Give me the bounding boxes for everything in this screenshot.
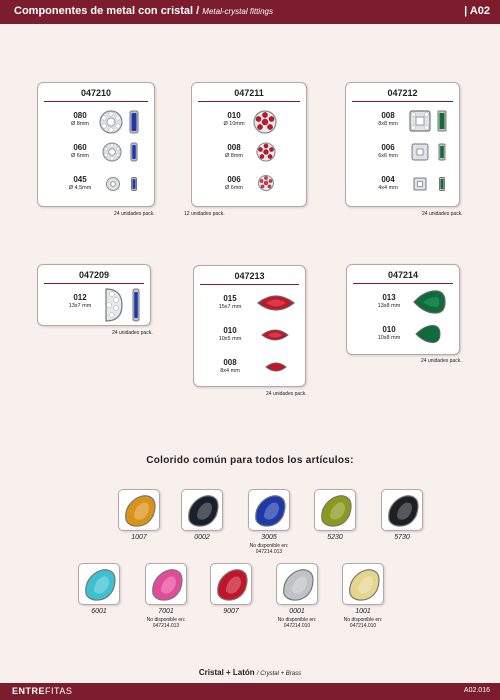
half-moon-spacer-icon bbox=[102, 287, 124, 323]
availability-note: No disponible en: 047214.010 bbox=[277, 617, 317, 629]
square-rondelle-icon bbox=[412, 176, 428, 192]
size-dimension: Ø 4,5mm bbox=[68, 185, 92, 191]
color-swatch-5230 bbox=[314, 489, 356, 531]
material-label-en: / Crystal + Brass bbox=[256, 671, 302, 677]
brand-logo: ENTREFITAS bbox=[12, 686, 73, 696]
color-code: 5230 bbox=[327, 534, 343, 541]
navette-stone-icon bbox=[256, 291, 296, 315]
square-rondelle-side-icon bbox=[436, 109, 448, 133]
color-code: 0001 bbox=[289, 608, 305, 615]
product-row bbox=[38, 139, 154, 169]
divider bbox=[352, 101, 453, 102]
product-reference: 047209 bbox=[78, 270, 110, 280]
navette-stone-icon bbox=[260, 326, 290, 344]
product-reference: 047211 bbox=[234, 88, 264, 98]
size-code: 010 bbox=[227, 111, 241, 120]
size-code: 010 bbox=[382, 325, 396, 334]
pear-stone-icon bbox=[315, 490, 357, 532]
rondelle-front-icon bbox=[101, 141, 123, 163]
pear-stone-icon bbox=[79, 564, 121, 606]
size-dimension: 13x7 mm bbox=[68, 303, 92, 309]
size-code: 006 bbox=[227, 175, 241, 184]
color-swatch-7001 bbox=[145, 563, 187, 605]
size-dimension: Ø 8mm bbox=[224, 153, 244, 159]
color-code: 3005 bbox=[261, 534, 277, 541]
section-code: | A02 bbox=[464, 5, 490, 17]
rondelle-front-icon bbox=[105, 176, 121, 192]
rondelle-side-icon bbox=[129, 141, 139, 163]
color-code: 5730 bbox=[394, 534, 410, 541]
square-rondelle-side-icon bbox=[438, 176, 446, 192]
size-code: 080 bbox=[73, 111, 87, 120]
color-swatch-0001 bbox=[276, 563, 318, 605]
color-swatch-1001 bbox=[342, 563, 384, 605]
product-row bbox=[194, 354, 305, 384]
square-rondelle-side-icon bbox=[437, 142, 447, 162]
size-dimension: Ø 10mm bbox=[223, 121, 245, 127]
half-moon-spacer-side-icon bbox=[130, 287, 142, 323]
pear-stone-icon bbox=[182, 490, 224, 532]
product-reference: 047210 bbox=[80, 88, 112, 98]
crystal-bead-icon bbox=[257, 174, 275, 192]
size-dimension: 4x4 mm bbox=[378, 185, 398, 191]
size-dimension: Ø 6mm bbox=[224, 185, 244, 191]
product-row bbox=[38, 289, 150, 319]
pear-stone-icon bbox=[119, 490, 161, 532]
color-swatch-5730 bbox=[381, 489, 423, 531]
color-swatch-6001 bbox=[78, 563, 120, 605]
pear-stone-icon bbox=[382, 490, 424, 532]
size-code: 008 bbox=[381, 111, 395, 120]
product-row bbox=[347, 321, 459, 351]
product-card-047211 bbox=[184, 82, 307, 217]
pack-quantity: 24 unidades pack. bbox=[421, 358, 462, 364]
size-code: 060 bbox=[73, 143, 87, 152]
product-row bbox=[192, 139, 306, 169]
product-row bbox=[346, 171, 459, 201]
pack-quantity: 24 unidades pack. bbox=[112, 330, 153, 336]
size-dimension: 13x8 mm bbox=[377, 303, 401, 309]
product-card-047209 bbox=[37, 264, 153, 336]
color-swatch-1007 bbox=[118, 489, 160, 531]
product-card-047212 bbox=[345, 82, 463, 217]
color-code: 0002 bbox=[194, 534, 210, 541]
size-dimension: 6x6 mm bbox=[378, 153, 398, 159]
divider bbox=[200, 284, 299, 285]
size-dimension: 10x8 mm bbox=[377, 335, 401, 341]
divider bbox=[44, 101, 148, 102]
material-label: Cristal + Latón bbox=[198, 668, 255, 677]
size-code: 010 bbox=[223, 326, 237, 335]
size-code: 012 bbox=[73, 293, 87, 302]
product-row bbox=[194, 290, 305, 320]
crystal-bead-icon bbox=[252, 109, 278, 135]
page-number: A02.016 bbox=[463, 687, 490, 694]
size-code: 004 bbox=[381, 175, 395, 184]
size-code: 008 bbox=[223, 358, 237, 367]
product-row bbox=[192, 171, 306, 201]
color-code: 7001 bbox=[158, 608, 174, 615]
color-code: 9007 bbox=[223, 608, 239, 615]
pack-quantity: 24 unidades pack. bbox=[114, 211, 155, 217]
pear-stone-icon bbox=[414, 324, 442, 344]
material-caption bbox=[0, 668, 500, 677]
product-card-047214 bbox=[346, 264, 462, 364]
product-row bbox=[347, 289, 459, 319]
pear-stone-icon bbox=[343, 564, 385, 606]
pear-stone-icon bbox=[411, 289, 447, 315]
size-code: 015 bbox=[223, 294, 237, 303]
page-footer bbox=[0, 683, 500, 700]
product-card-047210 bbox=[37, 82, 155, 217]
divider bbox=[353, 283, 453, 284]
product-row bbox=[194, 322, 305, 352]
rondelle-side-icon bbox=[130, 176, 138, 192]
product-reference: 047212 bbox=[387, 88, 418, 98]
size-code: 008 bbox=[227, 143, 241, 152]
product-row bbox=[38, 107, 154, 137]
common-colors-heading: Colorido común para todos los artículos: bbox=[146, 455, 354, 466]
product-reference: 047213 bbox=[234, 271, 265, 281]
size-code: 013 bbox=[382, 293, 396, 302]
size-dimension: 15x7 mm bbox=[218, 304, 242, 310]
page-subtitle: Metal-crystal fittings bbox=[202, 7, 273, 16]
availability-note: No disponible en: 047214.013 bbox=[146, 617, 186, 629]
pear-stone-icon bbox=[277, 564, 319, 606]
product-row bbox=[192, 107, 306, 137]
pear-stone-icon bbox=[249, 490, 291, 532]
divider bbox=[198, 101, 300, 102]
crystal-bead-icon bbox=[255, 141, 277, 163]
product-row bbox=[346, 139, 459, 169]
color-code: 1007 bbox=[131, 534, 147, 541]
color-code: 1001 bbox=[355, 608, 371, 615]
page-header bbox=[0, 0, 500, 24]
product-card-047213 bbox=[193, 265, 307, 397]
size-code: 045 bbox=[73, 175, 87, 184]
divider bbox=[44, 283, 144, 284]
rondelle-side-icon bbox=[128, 109, 140, 135]
product-row bbox=[346, 107, 459, 137]
availability-note: No disponible en: 047214.013 bbox=[249, 543, 289, 555]
size-dimension: 8x4 mm bbox=[220, 368, 240, 374]
pack-quantity: 24 unidades pack. bbox=[422, 211, 463, 217]
navette-stone-icon bbox=[264, 360, 288, 374]
square-rondelle-icon bbox=[410, 142, 430, 162]
color-swatch-3005 bbox=[248, 489, 290, 531]
pack-quantity: 12 unidades pack. bbox=[184, 211, 225, 217]
availability-note: No disponible en: 047214.010 bbox=[343, 617, 383, 629]
product-row bbox=[38, 171, 154, 201]
color-swatch-9007 bbox=[210, 563, 252, 605]
size-dimension: 10x5 mm bbox=[218, 336, 242, 342]
square-rondelle-icon bbox=[408, 109, 432, 133]
pear-stone-icon bbox=[146, 564, 188, 606]
pack-quantity: 24 unidades pack. bbox=[266, 391, 307, 397]
page-title: Componentes de metal con cristal / Metal-crystal fittings bbox=[14, 5, 273, 17]
size-dimension: Ø 6mm bbox=[70, 153, 90, 159]
color-swatch-0002 bbox=[181, 489, 223, 531]
rondelle-front-icon bbox=[98, 109, 124, 135]
color-code: 6001 bbox=[91, 608, 107, 615]
product-reference: 047214 bbox=[387, 270, 419, 280]
size-dimension: Ø 8mm bbox=[70, 121, 90, 127]
size-code: 006 bbox=[381, 143, 395, 152]
pear-stone-icon bbox=[211, 564, 253, 606]
size-dimension: 8x8 mm bbox=[378, 121, 398, 127]
